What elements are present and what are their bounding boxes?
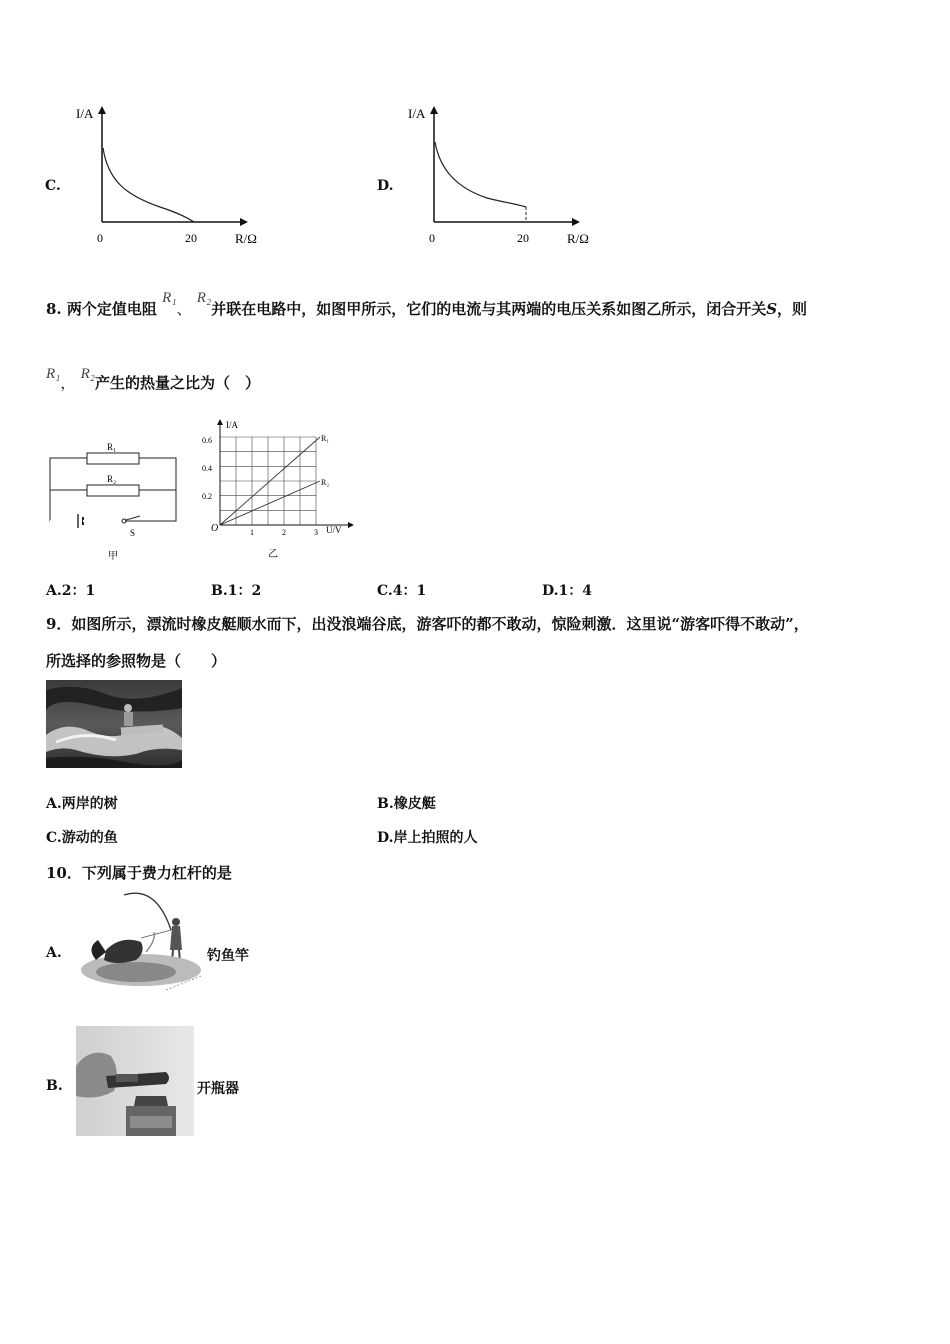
q8-sep1: 、 [176, 300, 192, 318]
q7-option-d-label[interactable]: D. [377, 178, 394, 194]
q8-text3: ，则 [777, 300, 808, 318]
q8-graph-xtick-2: 2 [282, 528, 286, 537]
q8-option-a-text: 2：1 [61, 583, 96, 599]
q8-graph-origin: O [211, 523, 219, 534]
q9-option-b-label: B. [377, 796, 394, 812]
q10-option-b-label[interactable]: B. [46, 1078, 63, 1094]
q8-line2-text: 产生的热量之比为（ ） [95, 374, 261, 392]
q7-d-origin: 0 [429, 231, 435, 245]
q8-circuit-r1 [87, 453, 139, 464]
q7-graph-c [70, 100, 270, 250]
q9-option-a-label: A. [46, 796, 62, 812]
q9-option-a-text: 两岸的树 [61, 796, 118, 812]
q8-option-c-text: 4：1 [392, 583, 427, 599]
q10-bottle-opener-image [76, 1026, 194, 1136]
q9-stem-line1: 9．如图所示，漂流时橡皮艇顺水而下，出没浪端谷底，游客吓的都不敢动，惊险刺激．这里说“游客吓得不敢动”， [46, 615, 809, 633]
q9-option-b-text: 橡皮艇 [393, 796, 436, 812]
q8-circuit-r2-label: R₂ [107, 474, 117, 484]
q8-line2-r1: R₁ [46, 366, 61, 382]
q9-stem-line2: 所选择的参照物是（ ） [46, 652, 227, 670]
q8-graph-x-label: U/V [326, 525, 342, 535]
q8-switch-lever [126, 516, 140, 520]
q9-rafting-photo [46, 680, 182, 768]
q8-graph-r2-label: R₂ [321, 478, 330, 487]
q8-graph-xtick-1: 1 [250, 528, 254, 537]
q8-graph-ytick-3: 0.2 [202, 492, 212, 501]
q8-r2: R₂ [196, 290, 212, 306]
q8-option-b[interactable] [211, 580, 261, 600]
q9-option-b[interactable] [377, 793, 436, 813]
q8-line2-r2: R₂ [80, 366, 96, 382]
q8-graph-caption: 乙 [268, 549, 278, 560]
q7-option-c-label[interactable]: C. [45, 178, 61, 194]
q7-d-y-label: I/A [408, 106, 426, 121]
q7-graph-d [402, 100, 602, 250]
q8-number: 8. [46, 300, 62, 318]
q8-circuit-r2 [87, 485, 139, 496]
q8-stem-line2 [46, 366, 261, 393]
q10-option-a-text: 钓鱼竿 [207, 948, 249, 964]
q7-d-x-label: R/Ω [567, 231, 589, 246]
q7-d-tick: 20 [517, 231, 529, 245]
q10-fishing-rod-image [76, 890, 206, 998]
q9-option-d-label: D. [377, 830, 394, 846]
q8-graph-ytick-2: 0.4 [202, 464, 212, 473]
q8-graph-r1-label: R₁ [321, 434, 330, 443]
q8-graph-y-label: I/A [226, 420, 238, 430]
q8-switch: S [766, 300, 778, 318]
q10-option-a-label[interactable]: A. [46, 945, 62, 961]
q9-option-c-text: 游动的鱼 [61, 830, 118, 846]
q7-c-origin: 0 [97, 231, 103, 245]
q8-iu-graph [198, 415, 358, 565]
q8-option-c[interactable] [377, 580, 426, 600]
q8-option-b-label: B. [211, 583, 228, 599]
q9-option-c-label: C. [46, 830, 62, 846]
q8-line2-sep: ， [60, 374, 76, 392]
q8-circuit-s-label: S [130, 528, 136, 538]
q8-graph-ytick-1: 0.6 [202, 436, 212, 445]
q8-option-b-text: 1：2 [227, 583, 262, 599]
q9-option-d-text: 岸上拍照的人 [393, 830, 478, 846]
q8-option-d-text: 1：4 [558, 583, 592, 599]
q7-c-y-label: I/A [76, 106, 94, 121]
q9-option-c[interactable] [46, 827, 118, 847]
q8-graph-line-r2 [220, 481, 320, 525]
q9-option-a[interactable] [46, 793, 118, 813]
q9-option-d[interactable] [377, 827, 478, 847]
q10-option-b-text: 开瓶器 [197, 1081, 239, 1097]
q8-option-d-label: D. [542, 583, 559, 599]
q10-stem: 10．下列属于费力杠杆的是 [46, 864, 232, 882]
q8-r1: R₁ [162, 290, 177, 306]
q7-c-x-label: R/Ω [235, 231, 257, 246]
q8-option-c-label: C. [377, 583, 393, 599]
q8-text1: 两个定值电阻 [66, 300, 157, 318]
q8-circuit-diagram [40, 430, 190, 565]
q8-stem-line1 [46, 290, 808, 319]
q8-option-d[interactable] [542, 580, 592, 600]
q8-option-a-label: A. [46, 583, 62, 599]
q7-c-tick: 20 [185, 231, 197, 245]
q8-circuit-caption: 甲 [108, 551, 118, 562]
q8-option-a[interactable] [46, 580, 95, 600]
q8-text2: 并联在电路中，如图甲所示，它们的电流与其两端的电压关系如图乙所示，闭合开关 [211, 300, 767, 318]
q8-circuit-r1-label: R₁ [107, 442, 117, 452]
q8-graph-xtick-3: 3 [314, 528, 318, 537]
